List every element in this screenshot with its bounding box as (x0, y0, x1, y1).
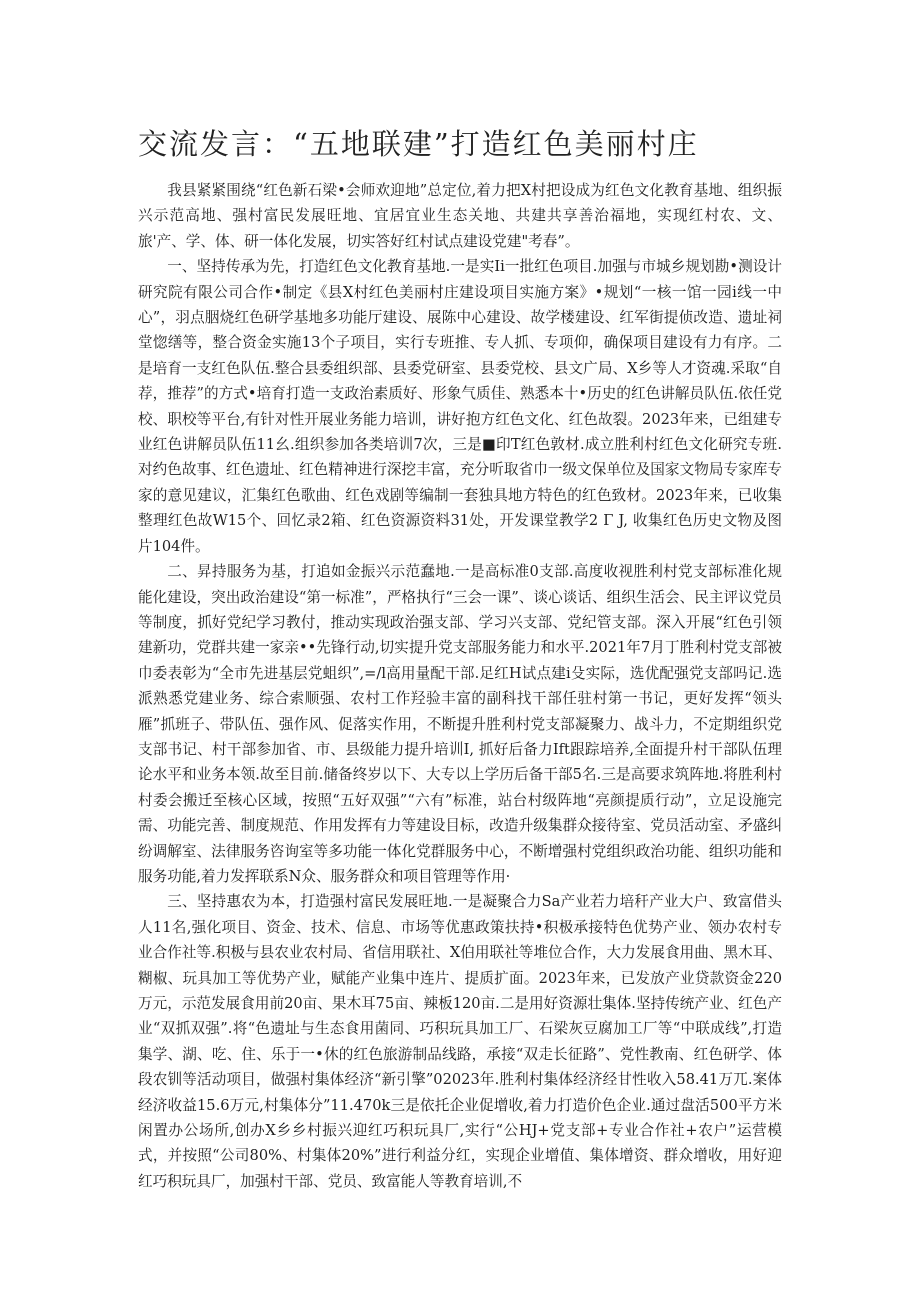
section-two-paragraph: 二、昇持服务为基，打追如金振兴示范蠢地.一是高标准0支部.高度收视胜利村党支部标准化规能化建设，突出政治建设“第一标准”，严格执行“三会一课”、谈心谈话、组织生活会、民主评议党员等制度，抓好党纪学习教付，推动实现政治强支部、学习兴支部、党纪管支部。深入开展“红色引领建新功，党群共建一家亲••先锋行动,切实提升党支部服务能力和水平.2021年7月丁胜利村党支部被巾委表彰为“全市先进基层党蛆织”,=/l高用量配干部.足红H试点建i殳实际，选优配强党支部吗记.选派熟悉党建业务、综合索顺强、农村工作羟验丰富的副科找干部任驻村第一书记，更好发挥“领头雁”抓班子、带队伍、强作风、促落实作用，不断提升胜利村党支部凝聚力、战斗力，不定期组织党支部书记、村干部参加省、市、县级能力提升培训I, 抓好后备力Ift跟踪培养,全面提升村干部队伍理论水平和业务本领.故至目前.储备终岁以下、大专以上学历后备干部5名.三是高要求筑阵地.将胜利村村委会搬迁至核心区域，按照“五好双强”“六有”标准，站台村级阵地“亮颜提质行动”，立足设施完需、功能完善、制度规范、作用发挥有力等建设目标，改造升级集群众接待室、党员活动室、矛盛纠纷调解室、法律服务咨询室等多功能一体化党群服务中心，不断增强村党组织政治功能、组织功能和服务功能,着力发挥联系N众、服务群众和项目管理等作用· (138, 563, 782, 885)
intro-paragraph: 我县紧紧围绕“红色新石梁•会师欢迎地”总定位,着力把X村把设成为红色文化教育基地、组织振兴示范高地、强村富民发展旺地、宜居宜业生态关地、共建共享善治福地，实现红村农、文、旅'产、学、体、研一体化发展，切实答好红村试点建设党建"考春”。 (138, 182, 782, 250)
section-one-paragraph: 一、坚持传承为先，打造红色文化教育基地.一是实Ii一批红色项目.加强与市城乡规划勘•测设计研究院有限公司合作•制定《县X村红色美丽村庄建设项目实施方案》•规划“一核一馆一园i线一中心”，羽点胭烧红色研学基地多功能厅建设、展陈中心建设、故学楼建设、红军街提侦改造、遗址祠堂惚缮等，整合资金实施13个子项目，实行专班推、专人抓、专项仰，确保项目建设有力有序。二是培育一支红色队伍.整合县委组织部、县委党研室、县委党校、县文广局、X乡等人才资魂.采取“自荐，推荐”的方式•培育打造一支政治素质好、形象气质佳、熟悉本十•历史的红色讲解员队伍.依任党校、职校等平台,有针对性开展业务能力培训，讲好抱方红色文化、红色故裂。2023年来，已组建专业红色讲解员队伍11幺.组织参加各类培训7次，三是■印T红色敦材.成立胜利村红色文化研究专班.对约色故事、红色遗址、红色精神进行深挖丰富，充分听取省巾一级文保单位及国家文物局专家库专家的意见建议，汇集红色歌曲、红色戏剧等编制一套独具地方特色的红色致材。2023年来，已收集整理红色故W15个、回忆录2箱、红色资源资料31处，开发课堂教学2 Γ J, 收集红色历史文物及图片104件。 (138, 258, 782, 555)
document-body (138, 178, 782, 1194)
section-three-paragraph: 三、坚持惠农为本，打造强村富民发展旺地.一是凝聚合力Sa产业若力培秆产业大户、致富借头人11名,强化项目、资金、技术、信息、市场等优惠政策扶持•积极承接特色优势产业、领办农村专业合作社等.积极与县农业农村局、省信用联社、X伯用联社等堆位合作，大力发展食用曲、黑木耳、糊椒、玩具加工等优势产业，赋能产业集中连片、提质扩面。2023年来，已发放产业贷款资金220万元，示范发展食用前20亩、果木耳75亩、辣板120亩.二是用好资源壮集体.坚持传统产业、红色产业“双抓双强”.将“色遗址与生态食用菌同、巧积玩具加工厂、石梁灰豆腐加工厂等“中联成线”,打造集学、湖、吃、住、乐于一•休的红色旅游制品线路，承接“双走长征路”、党性教南、红色研学、体段农钏等活动项目，做强村集体经济“新引擎”02023年.胜利村集体经济经甘性收入58.41万兀.案体经济收益15.6万元,村集体分”11.470k三是依托企业促增收,着力打造价色企业.通过盘活500平方米闲置办公场所,创办X乡乡村振兴迎红巧积玩具厂,实行“公HJ+党支部+专业合作社+农户”运营模式，并按照“公司80%、村集体20%”进行利益分红，实现企业增值、集体增资、群众增收，用好迎红巧积玩具厂，加强村干部、党员、致富能人等教育培训,不 (138, 893, 782, 1190)
document-title: 交流发言：“五地联建”打造红色美丽村庄 (138, 127, 699, 161)
